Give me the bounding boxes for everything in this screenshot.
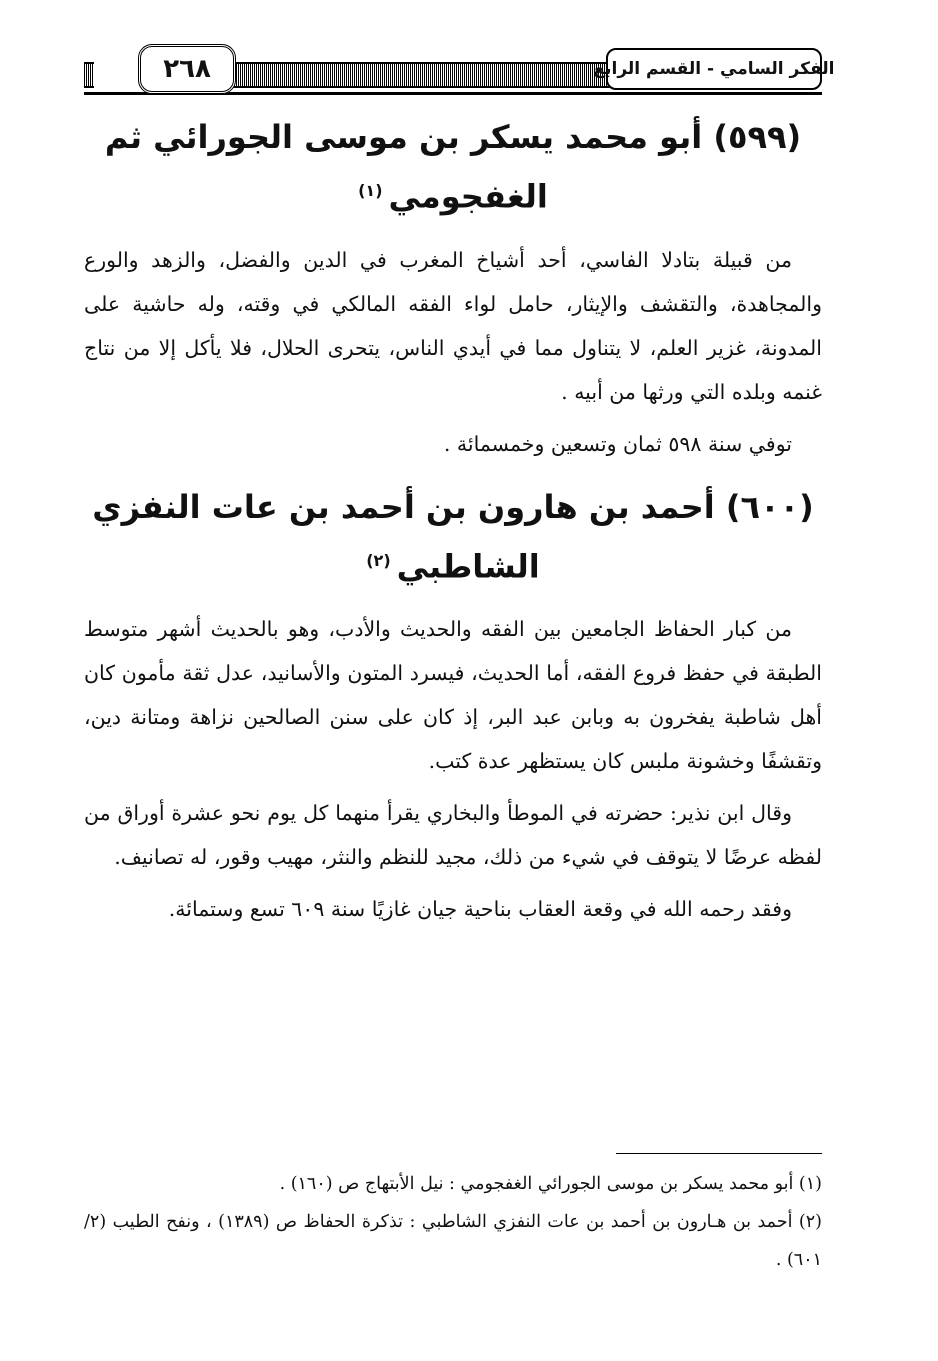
footnote: (٢) أحمد بن هـارون بن أحمد بن عات النفزي الشاطبي : تذكرة الحفاظ ص (١٣٨٩) ، ونفح الطيب (٢/ ٦٠١) . [84, 1212, 822, 1270]
page-body [84, 110, 822, 931]
page-number: ٢٦٨ [138, 44, 236, 94]
entry-heading [84, 110, 822, 224]
entry-paragraph: من قبيلة بتادلا الفاسي، أحد أشياخ المغرب في الدين والفضل، والزهد والورع والمجاهدة، والتقشف والإيثار، حامل لواء الفقه المالكي في وقته، وله حاشية على المدونة، غزير العلم، لا يتناول مما في أيدي الناس، يتحرى الحلال، فلا يأكل إلا من نتاج غنمه وبلده التي ورثها من أبيه . [84, 247, 822, 404]
footnote-ref: (٢) [366, 550, 391, 570]
entry-heading [84, 480, 822, 594]
footnotes [84, 1165, 822, 1279]
footnote-ref: (١) [358, 181, 383, 200]
entry-paragraph: وقال ابن نذير: حضرته في الموطأ والبخاري يقرأ منهما كل يوم نحو عشرة أوراق من لفظه عرضًا لا يتوقف في شيء من ذلك، مجيد للنظم والنثر، مهيب وقور، له تصانيف. [84, 801, 822, 870]
header-ornament-end [84, 62, 94, 88]
entry-600 [84, 480, 822, 932]
entry-paragraph: وفقد رحمه الله في وقعة العقاب بناحية جيان غازيًا سنة ٦٠٩ تسع وستمائة. [168, 897, 792, 922]
running-title: الفكر السامي - القسم الرابع [606, 48, 822, 90]
footnote-separator [616, 1153, 822, 1154]
entry-heading-text: (٥٩٩) أبو محمد يسكر بن موسى الجورائي ثم الغفجومي [104, 118, 802, 216]
entry-599 [84, 110, 822, 466]
entry-paragraph: توفي سنة ٥٩٨ ثمان وتسعين وخمسمائة . [443, 431, 792, 456]
page-header [84, 40, 835, 96]
entry-heading-text: (٦٠٠) أحمد بن هارون بن أحمد بن عات النفزي الشاطبي [92, 487, 814, 586]
entry-paragraph: من كبار الحفاظ الجامعين بين الفقه والحديث والأدب، وهو بالحديث أشهر متوسط الطبقة في حفظ فروع الفقه، أما الحديث، فيسرد المتون والأسانيد، عدل ثقة مأمون كان أهل شاطبة يفخرون به وبابن عبد البر، إذ كان على سنن الصالحين نزاهة ومتانة دين، وتقشفًا وخشونة ملبس كان يستظهر عدة كتب. [84, 617, 822, 774]
footnote: (١) أبو محمد يسكر بن موسى الجورائي الغفجومي : نيل الأبتهاج ص (١٦٠) . [279, 1174, 822, 1194]
